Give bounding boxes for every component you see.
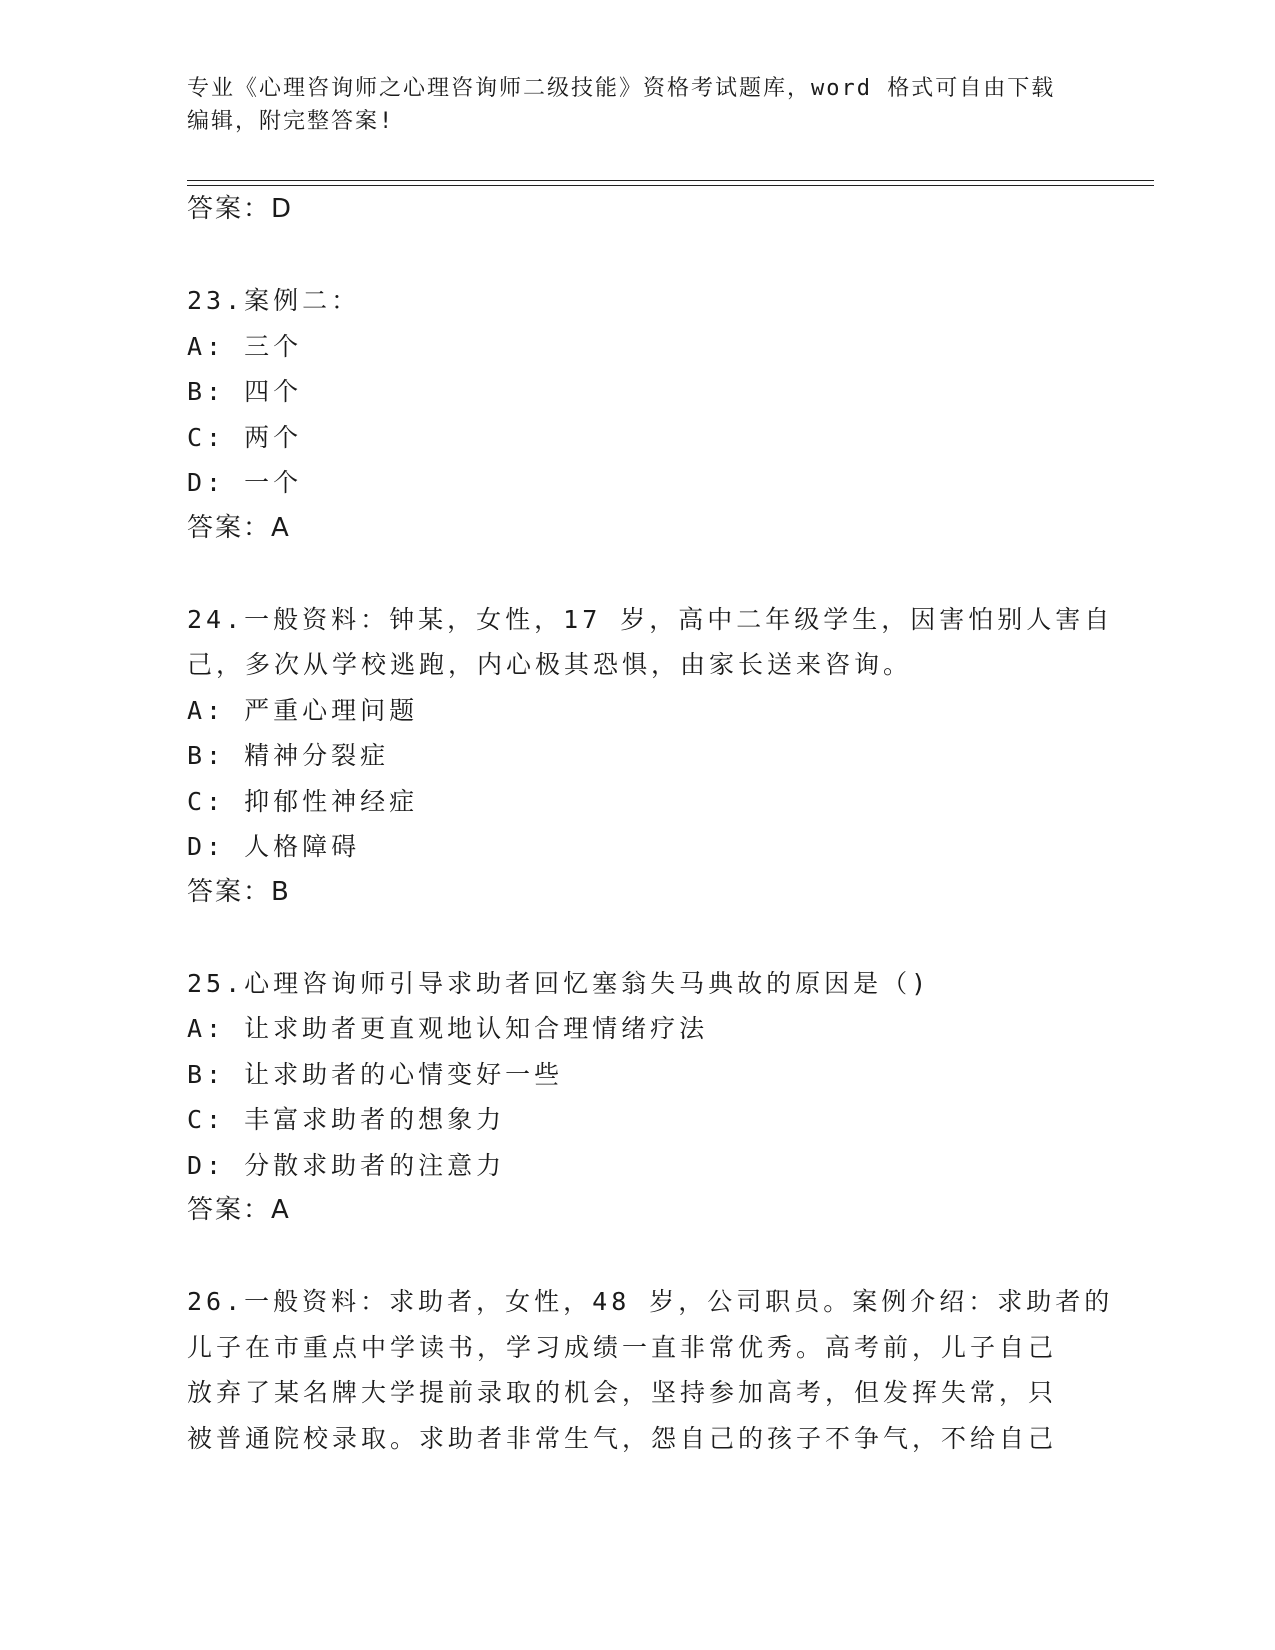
option-c: C: 丰富求助者的想象力 [187, 1105, 506, 1134]
question-text: 儿子在市重点中学读书，学习成绩一直非常优秀。高考前，儿子自己 [187, 1332, 1058, 1362]
question-text: 24.一般资料：钟某，女性，17 岁，高中二年级学生，因害怕别人害自 [187, 604, 1114, 634]
spacer [187, 551, 1087, 597]
question-text: 25.心理咨询师引导求助者回忆塞翁失马典故的原因是（) [187, 968, 931, 998]
spacer [187, 1233, 1087, 1279]
option-b: B: 四个 [187, 377, 303, 406]
previous-answer: 答案：D [187, 194, 294, 224]
option-b: B: 让求助者的心情变好一些 [187, 1059, 564, 1089]
answer-label: 答案：B [187, 876, 291, 907]
question-text: 23.案例二： [187, 286, 361, 315]
option-a: A: 让求助者更直观地认知合理情绪疗法 [187, 1014, 709, 1043]
header-line-1: 专业《心理咨询师之心理咨询师二级技能》资格考试题库，word 格式可自由下载 [187, 76, 1056, 101]
option-c: C: 抑郁性神经症 [187, 786, 419, 816]
answer-label: 答案：A [187, 512, 291, 543]
question-block [187, 597, 1114, 915]
page-header [187, 72, 1087, 138]
option-d: D: 人格障碍 [187, 832, 361, 861]
spacer [187, 915, 1087, 961]
header-rule-bottom [187, 185, 1154, 186]
option-b: B: 精神分裂症 [187, 741, 390, 770]
option-a: A: 严重心理问题 [187, 695, 419, 725]
option-c: C: 两个 [187, 422, 303, 452]
question-block [187, 1279, 1114, 1461]
header-rule-top [187, 180, 1154, 181]
option-d: D: 分散求助者的注意力 [187, 1150, 506, 1180]
option-a: A: 三个 [187, 331, 303, 361]
spacer [187, 232, 1087, 278]
question-text: 被普通院校录取。求助者非常生气，怨自己的孩子不争气，不给自己 [187, 1423, 1058, 1453]
question-block [187, 961, 1087, 1234]
question-list [187, 187, 1114, 1461]
question-text: 26.一般资料：求助者，女性，48 岁，公司职员。案例介绍：求助者的 [187, 1287, 1114, 1316]
question-text: 放弃了某名牌大学提前录取的机会，坚持参加高考，但发挥失常，只 [187, 1378, 1058, 1407]
option-d: D: 一个 [187, 468, 303, 497]
question-text: 己，多次从学校逃跑，内心极其恐惧，由家长送来咨询。 [187, 650, 913, 679]
answer-label: 答案：A [187, 1195, 291, 1225]
question-block [187, 278, 1087, 551]
header-line-2: 编辑，附完整答案! [187, 109, 395, 134]
